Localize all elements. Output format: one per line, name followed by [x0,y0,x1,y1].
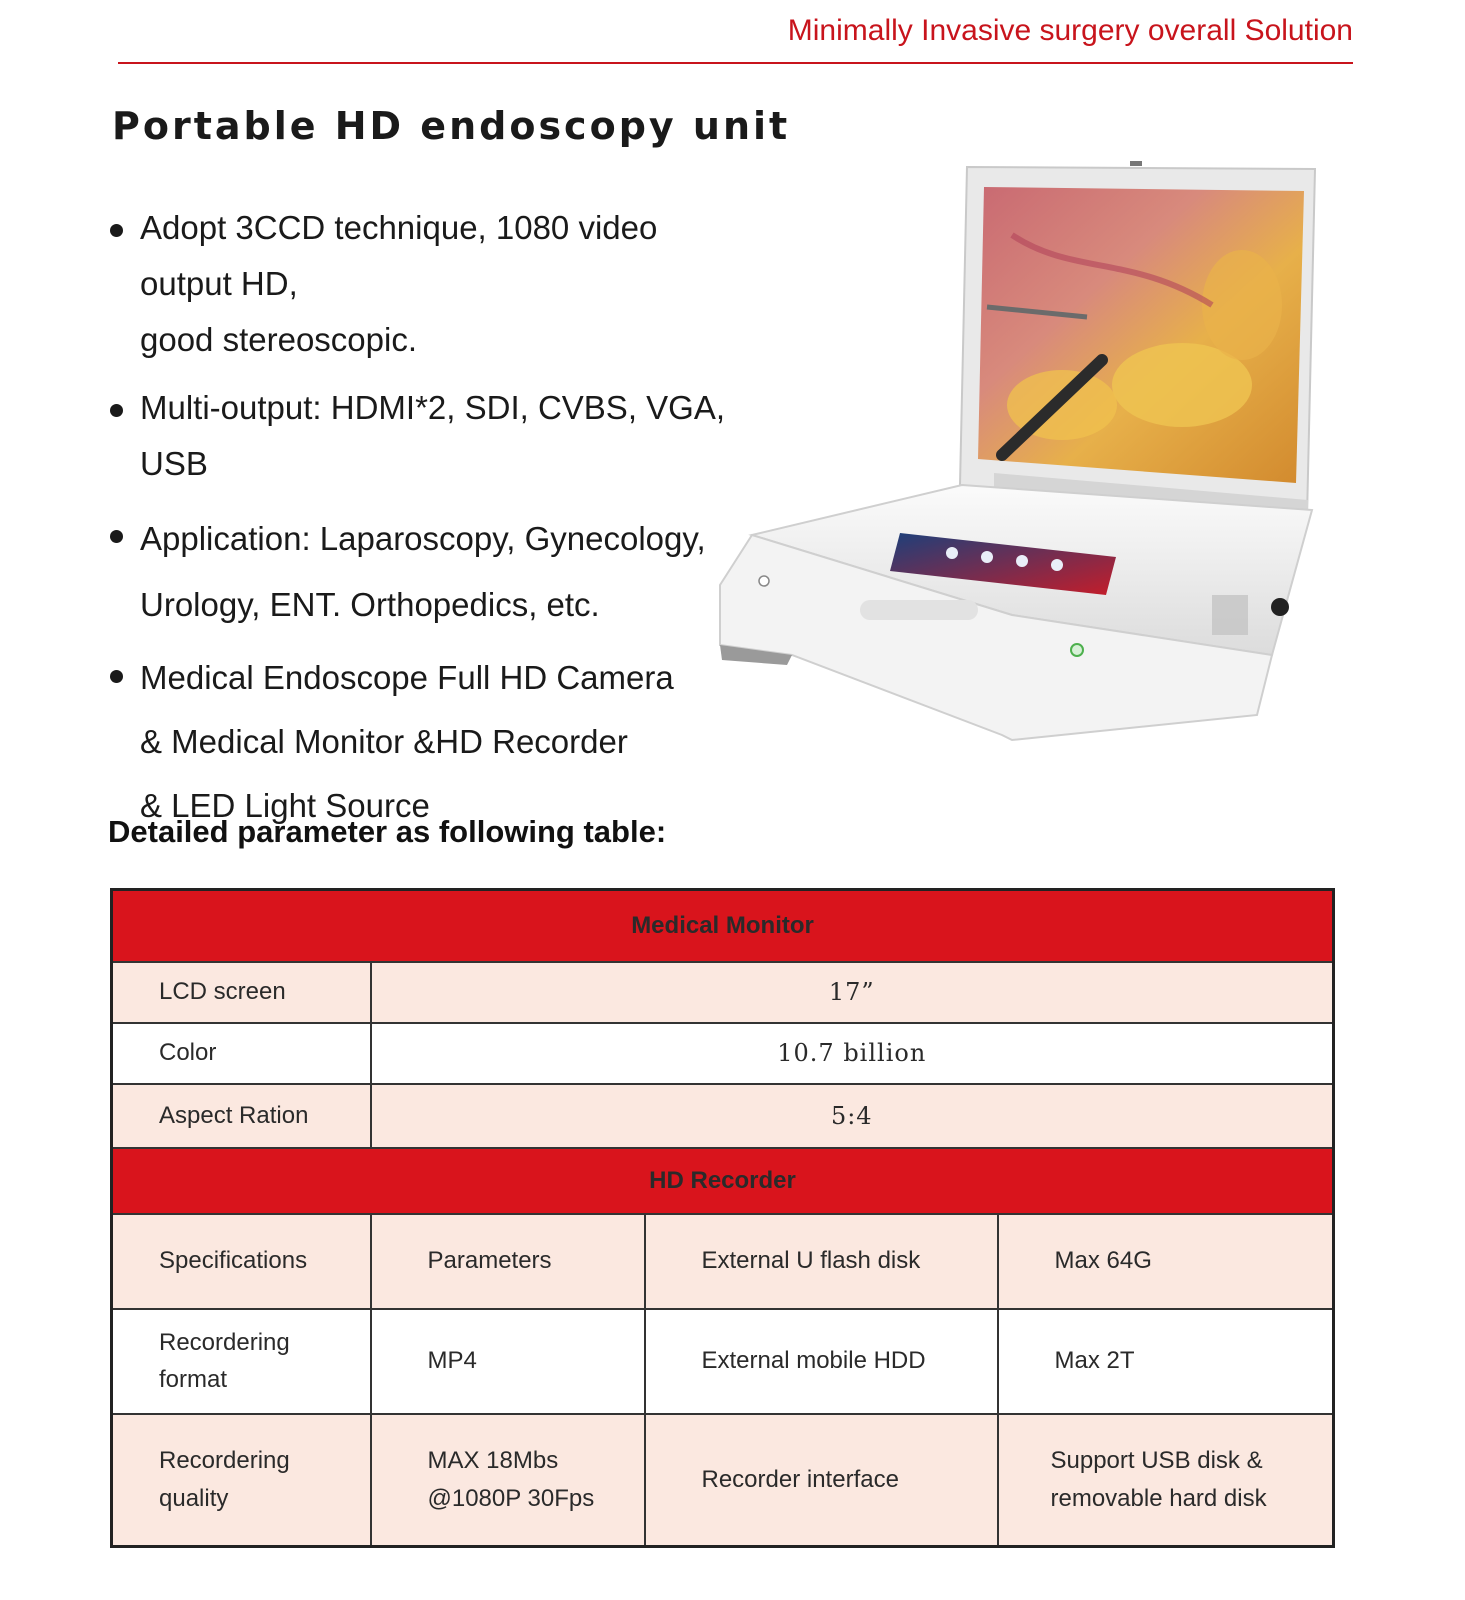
param-label: LCD screen [112,962,371,1023]
param-value: 5:4 [371,1084,1334,1148]
feature-line: Urology, ENT. Orthopedics, etc. [140,586,600,623]
param-value: 17” [371,962,1334,1023]
table-cell: External U flash disk [645,1214,998,1309]
table-cell: MP4 [371,1309,645,1414]
light-source-port [1271,598,1289,616]
camera-dot [1130,161,1142,166]
power-button [1071,644,1083,656]
table-cell: Max 64G [998,1214,1334,1309]
header-tagline: Minimally Invasive surgery overall Solution [787,14,1353,47]
front-handle [860,600,978,620]
feature-item [108,646,748,838]
table-heading: Detailed parameter as following table: [108,814,667,849]
table-cell: Max 2T [998,1309,1334,1414]
feature-line: Application: Laparoscopy, Gynecology, [140,520,706,557]
feature-line: good stereoscopic. [140,321,418,358]
table-cell: Parameters [371,1214,645,1309]
param-label: Color [112,1023,371,1084]
header-divider [118,62,1353,64]
table-cell: Recorder interface [645,1414,998,1547]
table-cell: External mobile HDD [645,1309,998,1414]
page-title: Portable HD endoscopy unit [112,104,791,148]
table-row [112,1214,1334,1309]
parameter-table [110,888,1335,1548]
param-value: 10.7 billion [371,1023,1334,1084]
feature-line: Adopt 3CCD technique, 1080 video output HD, [140,209,658,302]
feature-list [108,200,748,838]
feature-line: Multi-output: HDMI*2, SDI, CVBS, VGA, USB [140,389,726,482]
table-row [112,1084,1334,1148]
feature-line: & Medical Monitor &HD Recorder [140,723,628,760]
table-cell: Support USB disk & removable hard disk [998,1414,1334,1547]
table-cell: Recordering format [112,1309,371,1414]
table-row [112,1309,1334,1414]
table-cell: MAX 18Mbs @1080P 30Fps [371,1414,645,1547]
recorder-section-title: HD Recorder [112,1148,1334,1214]
feature-item [108,380,748,492]
monitor-section-title: Medical Monitor [112,890,1334,962]
param-label: Aspect Ration [112,1084,371,1148]
monitor-section-header [112,890,1334,962]
feature-item [108,200,748,368]
feature-line: & LED Light Source [140,787,430,824]
feature-line: Medical Endoscope Full HD Camera [140,659,674,696]
front-port [759,576,769,586]
table-row [112,962,1334,1023]
feature-item [108,506,748,638]
endoscopy-unit-image [712,155,1452,755]
table-row [112,1414,1334,1547]
table-cell: Recordering quality [112,1414,371,1547]
table-cell: Specifications [112,1214,371,1309]
recorder-section-header [112,1148,1334,1214]
table-row [112,1023,1334,1084]
